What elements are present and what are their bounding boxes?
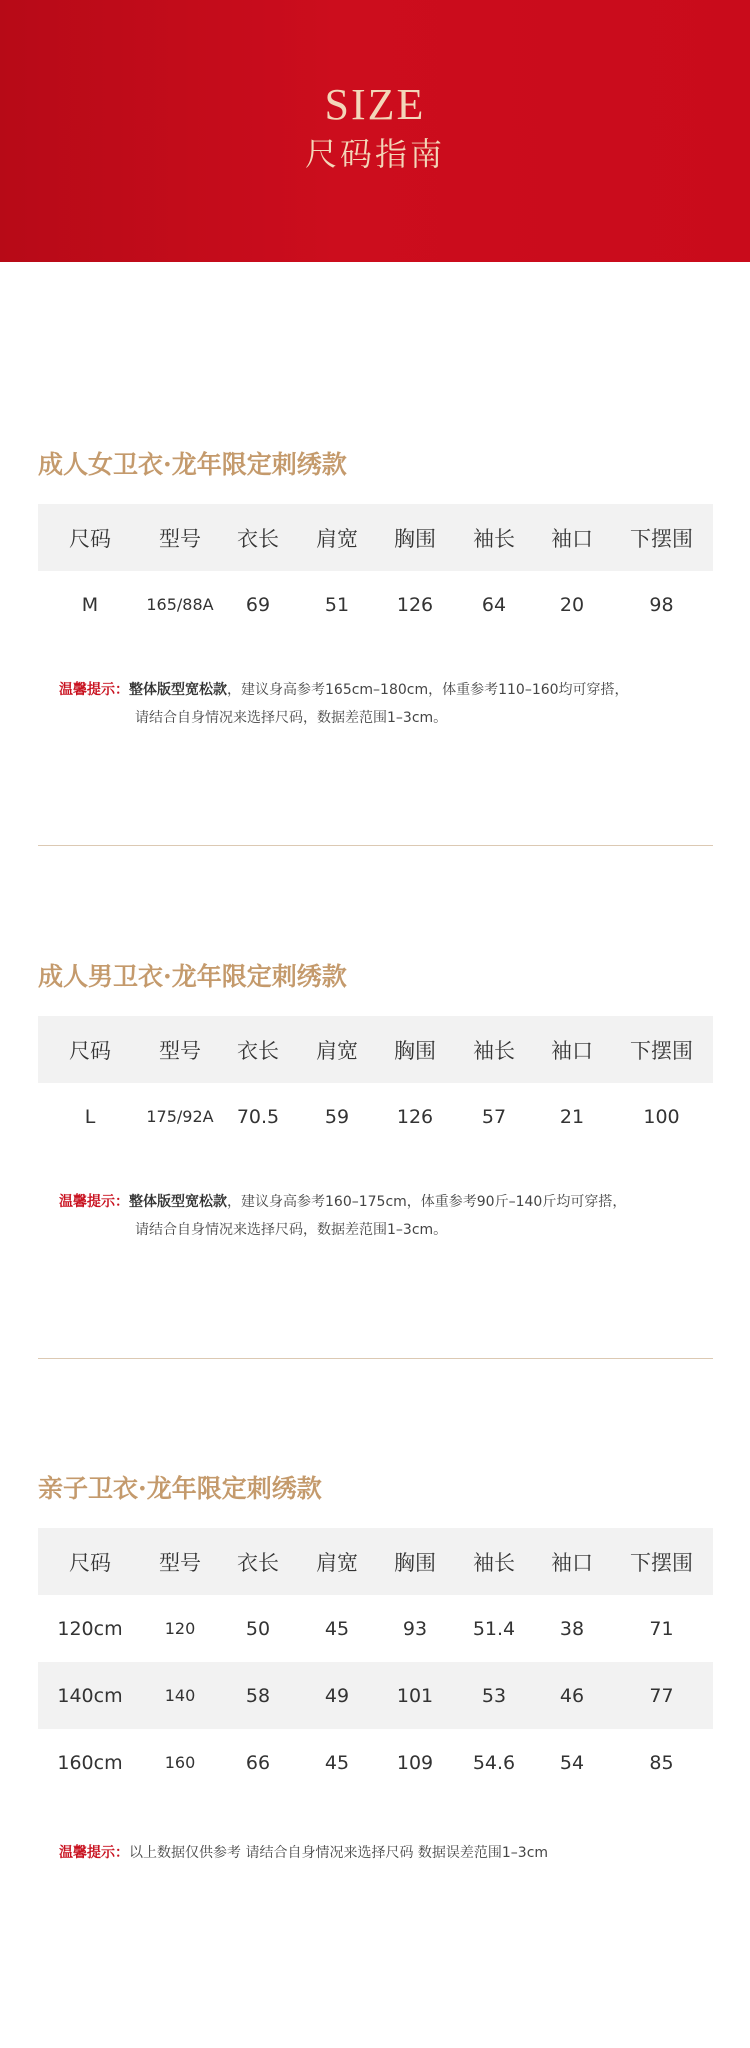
table-cell: 93 [402, 1617, 428, 1640]
table-cell: 21 [559, 1105, 585, 1128]
table-row [38, 1083, 713, 1150]
section-title: 成人男卫衣·龙年限定刺绣款 [38, 962, 347, 991]
section-women [38, 448, 713, 726]
table-cell: 70.5 [236, 1105, 280, 1128]
table-cell: 120cm [57, 1617, 123, 1640]
tip-text-line2: 请结合自身情况来选择尺码，数据差范围1–3cm。 [135, 710, 448, 726]
section-title: 亲子卫衣·龙年限定刺绣款 [38, 1474, 322, 1503]
table-cell: 38 [559, 1617, 585, 1640]
table-cell: 58 [245, 1684, 271, 1707]
header-banner [0, 0, 750, 262]
col-header: 型号 [159, 526, 201, 551]
table-cell: 175/92A [146, 1107, 214, 1126]
table-cell: L [84, 1105, 96, 1128]
col-header: 衣长 [237, 526, 279, 551]
table-cell: 77 [649, 1684, 674, 1707]
table-cell: 71 [649, 1617, 674, 1640]
table-cell: 160cm [57, 1751, 123, 1774]
size-table [38, 1016, 713, 1150]
table-cell: 101 [396, 1684, 434, 1707]
table-cell: 53 [481, 1684, 507, 1707]
tip-text-line2: 请结合自身情况来选择尺码，数据差范围1–3cm。 [135, 1222, 448, 1238]
table-row [38, 1662, 713, 1729]
tip-bold: 整体版型宽松款 [129, 1194, 227, 1210]
size-table [38, 504, 713, 638]
col-header: 袖口 [551, 1038, 593, 1063]
col-header: 袖口 [551, 526, 593, 551]
size-title-en: SIZE [324, 80, 426, 129]
size-table [38, 1528, 713, 1796]
col-header: 型号 [159, 1550, 201, 1575]
table-cell: 45 [324, 1751, 350, 1774]
table-cell: M [81, 593, 99, 616]
col-header: 胸围 [394, 1550, 436, 1575]
col-header: 袖长 [473, 526, 515, 551]
table-cell: 100 [643, 1105, 680, 1128]
col-header: 胸围 [394, 1038, 436, 1063]
table-header-row [38, 1528, 713, 1595]
col-header: 型号 [159, 1038, 201, 1063]
tip-text: ，建议身高参考160–175cm，体重参考90斤–140斤均可穿搭， [227, 1194, 627, 1210]
table-row [38, 571, 713, 638]
table-cell: 165/88A [146, 595, 214, 614]
table-cell: 98 [649, 593, 674, 616]
size-title-cn: 尺码指南 [304, 135, 445, 173]
tip-label: 温馨提示： [59, 1194, 129, 1210]
col-header: 尺码 [69, 1038, 111, 1063]
divider [38, 845, 713, 846]
col-header: 衣长 [237, 1038, 279, 1063]
table-cell: 69 [245, 593, 271, 616]
table-cell: 50 [245, 1617, 271, 1640]
table-cell: 49 [324, 1684, 350, 1707]
table-cell: 54 [559, 1751, 585, 1774]
col-header: 肩宽 [316, 1550, 358, 1575]
tip-note [59, 1839, 548, 1867]
table-cell: 51.4 [472, 1617, 516, 1640]
col-header: 尺码 [69, 526, 111, 551]
table-cell: 140cm [57, 1684, 123, 1707]
table-cell: 109 [396, 1751, 434, 1774]
col-header: 肩宽 [316, 526, 358, 551]
tip-text: ，建议身高参考165cm–180cm，体重参考110–160均可穿搭， [227, 682, 629, 698]
col-header: 胸围 [394, 526, 436, 551]
table-cell: 126 [396, 593, 434, 616]
table-cell: 120 [164, 1619, 196, 1638]
col-header: 尺码 [69, 1550, 111, 1575]
tip-bold: 整体版型宽松款 [129, 682, 227, 698]
table-cell: 46 [559, 1684, 585, 1707]
table-cell: 45 [324, 1617, 350, 1640]
table-cell: 64 [481, 593, 507, 616]
table-cell: 54.6 [472, 1751, 516, 1774]
table-cell: 160 [164, 1753, 196, 1772]
table-header-row [38, 504, 713, 571]
tip-label: 温馨提示： [59, 682, 129, 698]
table-cell: 51 [324, 593, 350, 616]
table-cell: 57 [481, 1105, 507, 1128]
table-row [38, 1729, 713, 1796]
section-kids [38, 1472, 713, 1861]
col-header: 下摆围 [630, 1550, 693, 1575]
table-cell: 59 [324, 1105, 350, 1128]
table-cell: 85 [649, 1751, 674, 1774]
col-header: 下摆围 [630, 1038, 693, 1063]
tip-note [59, 1188, 626, 1244]
col-header: 袖口 [551, 1550, 593, 1575]
col-header: 衣长 [237, 1550, 279, 1575]
tip-label: 温馨提示： [59, 1845, 129, 1861]
table-header-row [38, 1016, 713, 1083]
divider [38, 1358, 713, 1359]
section-men [38, 960, 713, 1238]
section-title: 成人女卫衣·龙年限定刺绣款 [38, 450, 347, 479]
table-cell: 20 [559, 593, 585, 616]
tip-text: 以上数据仅供参考 请结合自身情况来选择尺码 数据误差范围1–3cm [129, 1845, 549, 1861]
col-header: 肩宽 [316, 1038, 358, 1063]
tip-note [59, 676, 629, 732]
table-cell: 126 [396, 1105, 434, 1128]
table-cell: 140 [164, 1686, 196, 1705]
col-header: 袖长 [473, 1550, 515, 1575]
col-header: 下摆围 [630, 526, 693, 551]
table-row [38, 1595, 713, 1662]
table-cell: 66 [245, 1751, 271, 1774]
col-header: 袖长 [473, 1038, 515, 1063]
